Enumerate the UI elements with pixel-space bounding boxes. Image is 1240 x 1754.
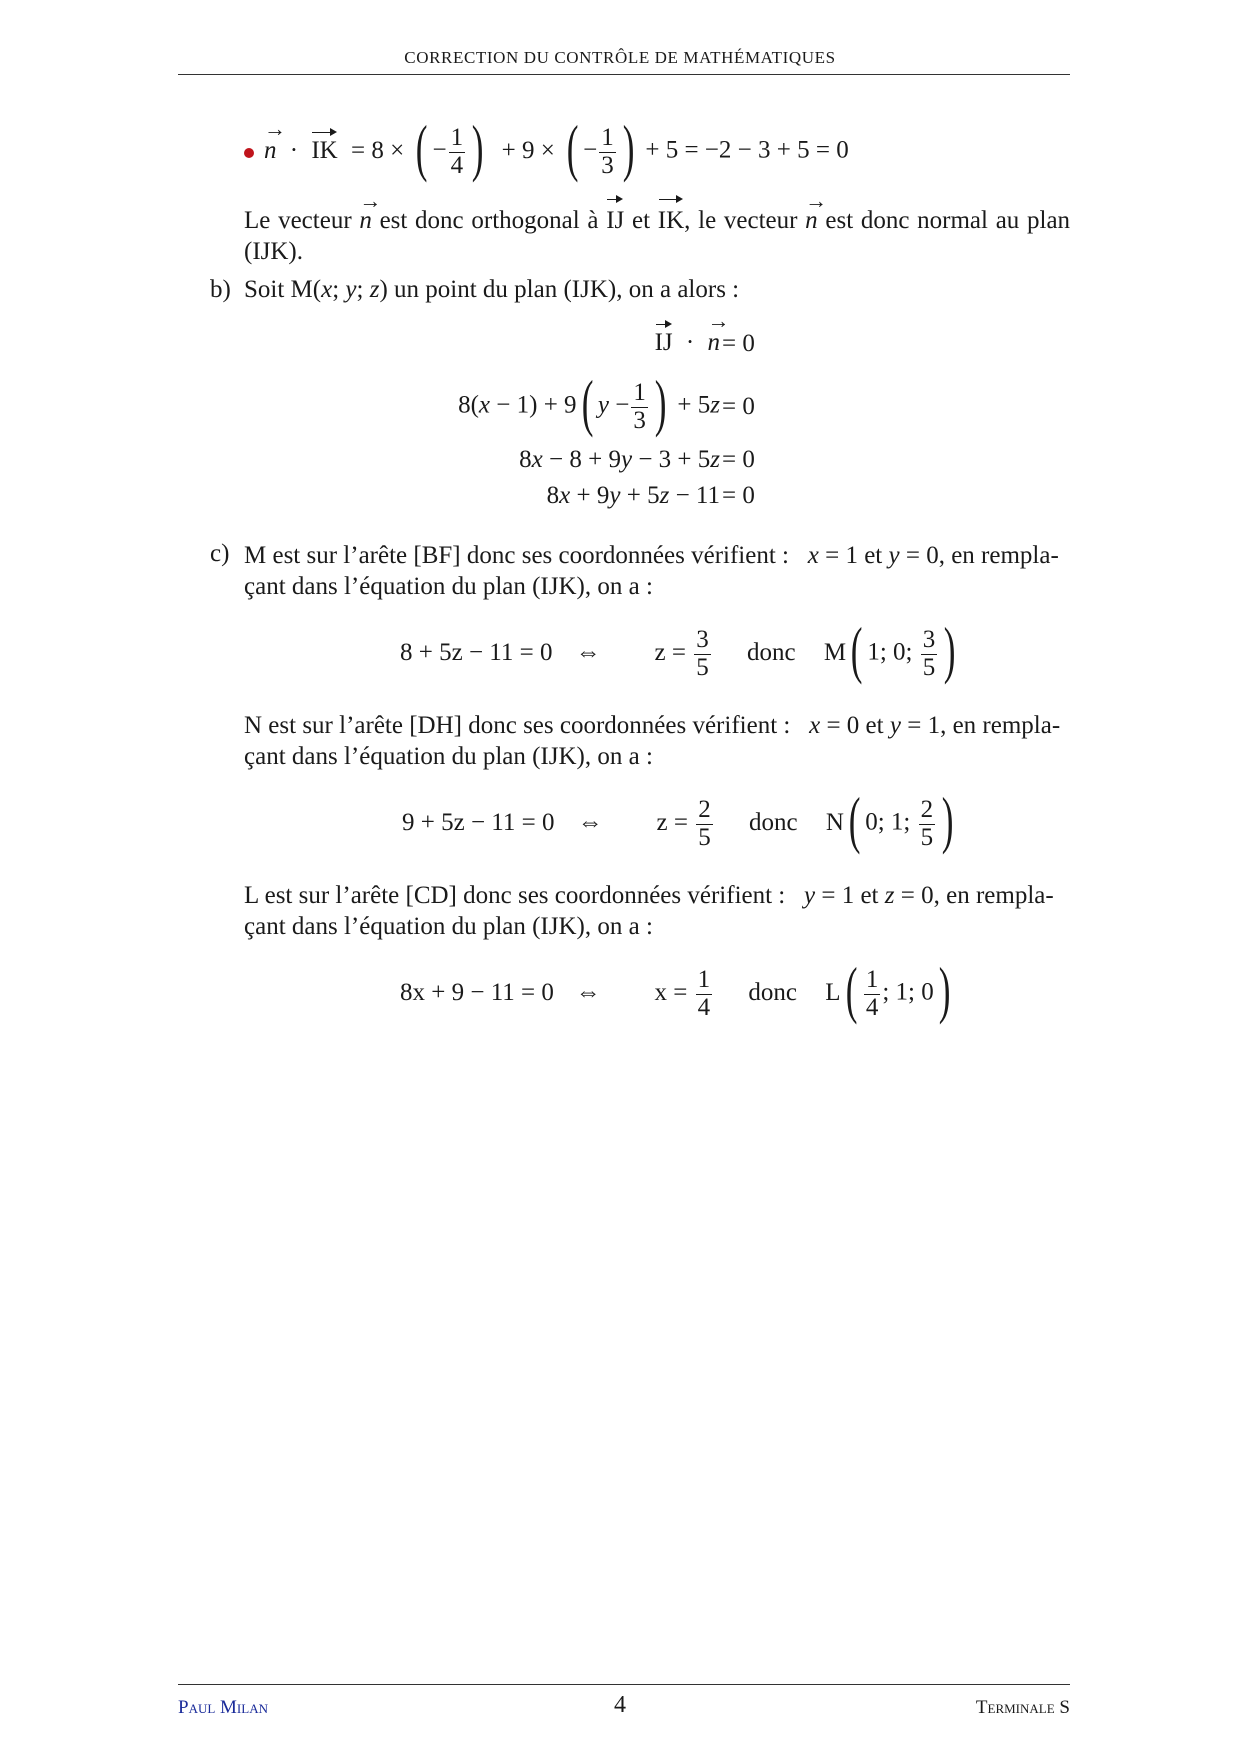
vector-ij: IJ [606, 207, 625, 234]
vector-ik: IK [657, 207, 685, 234]
vector-n: → n [805, 205, 818, 236]
footer-rule [178, 1684, 1070, 1685]
normal-vector-conclusion: Le vecteur → n est donc orthogonal à IJ et IK, le vecteur → n est donc normal au plan (IJK). [244, 205, 1070, 267]
vector-ik: IK [311, 136, 338, 164]
equation-line-2: 8(x − 1) + 9( y − $\frac{1}{3}$ ) + 5z = 0 [458, 367, 755, 438]
dot-product-result: + 5 = −2 − 3 + 5 = 0 [645, 136, 849, 164]
part-c-label: c) [210, 540, 230, 567]
running-header: CORRECTION DU CONTRÔLE DE MATHÉMATIQUES [404, 48, 836, 67]
point-n-equation: 9 + 5z − 11 = 0 ⇔ z = $\frac{2}{5}$ donc N( 0; 1; $\frac{2}{5}$ ) [402, 784, 954, 855]
point-m-text: M est sur l’arête [BF] donc ses coordonnées vérifient : x = 1 et y = 0, en rempla- çant dans l’équation du plan (IJK), on a : [244, 542, 1059, 600]
footer-class-level: Terminale S [975, 1697, 1070, 1718]
equation-line-1: IJ · → n = 0 [0, 330, 1240, 370]
footer-author: Paul Milan [178, 1697, 268, 1718]
part-b-intro: Soit M(x; y; z) un point du plan (IJK), on a alors : [244, 276, 740, 303]
header-rule [178, 74, 1070, 75]
bullet-icon [244, 148, 254, 158]
point-n-text: N est sur l’arête [DH] donc ses coordonnées vérifient : x = 0 et y = 1, en rempla- çant dans l’équation du plan (IJK), on a : [244, 712, 1061, 770]
vector-n: → n [359, 205, 372, 236]
dot-product-n-ik: → n · IK = 8 × ( − $\frac{1}{4}$ ) + 9 × ( − $\frac{1}{3}$ ) + 5 = −2 − 3 + 5 = 0 [264, 120, 849, 184]
page-number: 4 [614, 1692, 626, 1718]
part-b-label: b) [210, 276, 231, 303]
point-m-equation: 8 + 5z − 11 = 0 ⇔ z = $\frac{3}{5}$ donc M( 1; 0; $\frac{3}{5}$ ) [400, 614, 956, 685]
point-l-text: L est sur l’arête [CD] donc ses coordonnées vérifient : y = 1 et z = 0, en rempla- çant dans l’équation du plan (IJK), on a : [244, 882, 1054, 940]
vector-n: → n [264, 138, 277, 163]
point-l-equation: 8x + 9 − 11 = 0 ⇔ x = $\frac{1}{4}$ donc L( $\frac{1}{4}$ ; 1; 0) [400, 954, 951, 1025]
